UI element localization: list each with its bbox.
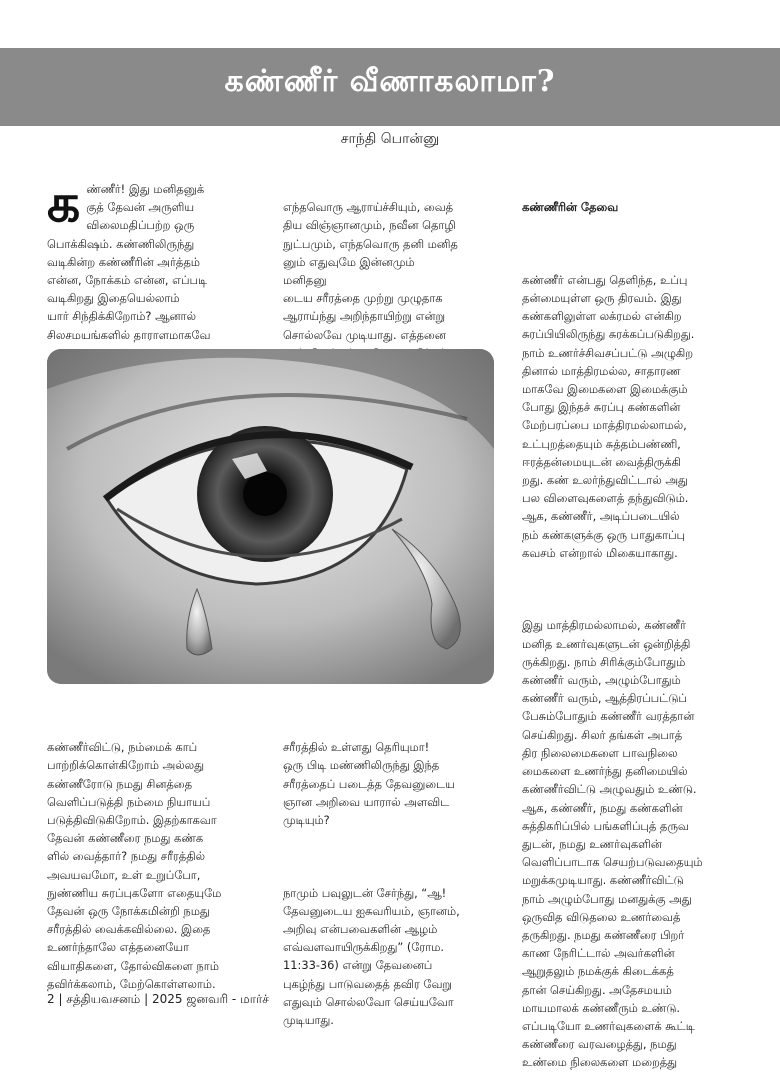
paragraph: கண்ணீர்விட்டு, நம்மைக் காப் பாற்றிக்கொள்கிறோம் அல்லது கண்ணீரோடு நமது சினத்தை வெளிப்படுத்தி நம்மை நியாயப் படுத்திவிடுகிறோம். இதற்காகவா தேவன் கண்ணீரை நமது கண்க ளில் வைத்தார்? நமது சரீரத்தில் அவயவமோ, உள் உறுப்போ, நுண்ணிய சுரப்புகளோ எதையுமே தேவன் ஒரு நோக்கமின்றி நமது சரீரத்தில் வைக்கவில்லை. இதை உணர்ந்தாலே எத்தனையோ வியாதிகளை, தோல்விகளை நாம் தவிர்க்கலாம், மேற்கொள்ளலாம். (47, 740, 222, 991)
drop-cap: க (47, 173, 81, 234)
paragraph: எந்தவொரு ஆராய்ச்சியும், வைத் திய விஞ்ஞானமும், நவீன தொழி நுட்பமும், எந்தவொரு தனி மனித னும் எதுவுமே இன்னமும் மனிதனு டைய சரீரத்தை முற்று முழுதாக ஆராய்ந்து அறிந்தாயிற்று என்று சொல்லவே முடியாது. எத்தனை (283, 200, 458, 342)
article-column-1-top (47, 173, 267, 344)
author-name: சாந்தி பொன்னு (340, 131, 440, 147)
paragraph: நாமும் பவுலுடன் சேர்ந்து, “ஆ! தேவனுடைய ஐசுவரியம், ஞானம், அறிவு என்பவைகளின் ஆழம் எவ்வளவாயிருக்கிறது” (ரோம. 11:33-36) என்று தேவனைப் புகழ்ந்து பாடுவதைத் தவிர வேறு எதுவும் சொல்லவோ செய்யவோ முடியாது. (283, 885, 460, 1028)
page-footer: 2 | சத்தியவசனம் | 2025 ஜனவரி - மார்ச் (47, 992, 269, 1006)
paragraph: சரீரத்தில் உள்ளது தெரியுமா! ஒரு பிடி மண்ணிலிருந்து இந்த சரீரத்தைப் படைத்த தேவனுடைய ஞான அறிவை யாரால் அளவிட முடியும்? (283, 740, 455, 828)
eye-illustration (47, 349, 494, 684)
page-title: கண்ணீர் வீணாகலாமா? (224, 64, 556, 99)
paragraph: இது மாத்திரமல்லாமல், கண்ணீர் மனித உணர்வுகளுடன் ஒன்றித்தி ருக்கிறது. நாம் சிரிக்கும்போதும் கண்ணீர் வரும், அழும்போதும் கண்ணீர் வரும், ஆத்திரப்பட்டுப் பேசும்போதும் கண்ணீர் வரத்தான் செய்கிறது. சிலர் தங்கள் அபாத் திர நிலைமைகளை பாவநிலை மைகளை உணர்ந்து தனிமையில் கண்ணீர்விட்டு அழுவதும் உண்டு. ஆக, கண்ணீர், நமது கண்களின் சுத்திகரிப்பில் பங்களிப்புத் தருவ துடன், நமது உணர்வுகளின் வெளிப்பாடாக செயற்படுவதையும் மறுக்கமுடியாது. கண்ணீர்விட்டு நாம் அழும்போது மனதுக்கு அது ஒருவித விடுதலை உணர்வைத் தருகிறது. நமது கண்ணீரை பிறர் காண நேரிட்டால் அவர்களின் ஆறுதலும் நமக்குக் கிடைக்கத் தான் செய்கிறது. அதேசமயம் மாயமாலக் கண்ணீரும் உண்டு. எப்படியோ உணர்வுகளைக் கூட்டி கண்ணீரை வரவழைத்து, நமது உண்மை நிலைகளை மறைத்து (522, 618, 703, 1070)
crying-eye-photo (47, 349, 494, 684)
article-column-2-bottom (283, 720, 501, 1047)
section-heading: கண்ணீரின் தேவை (522, 200, 619, 215)
paragraph: ண்ணீர்! இது மனிதனுக் குத் தேவன் அருளிய விலைமதிப்பற்ற ஒரு பொக்கிஷம். கண்ணிலிருந்து வடிகின்ற கண்ணீரின் அர்த்தம் என்ன, நோக்கம் என்ன, எப்படி வடிகிறது இதையெல்லாம் யார் சிந்திக்கிறோம்? ஆனால் சிலசமயங்களில் தாராளமாகவே (47, 182, 211, 342)
article-column-1-bottom (47, 720, 267, 1011)
article-column-3 (522, 180, 740, 1090)
paragraph: கண்ணீர் என்பது தெளிந்த, உப்பு தன்மையுள்ள ஒரு திரவம். இது கண்களிலுள்ள லக்ரமல் என்கிற சுரப்பியிலிருந்து சுரக்கப்படுகிறது. நாம் உணர்ச்சிவசப்பட்டு அழுகிற தினால் மாத்திரமல்ல, சாதாரண மாகவே இமைகளை இமைக்கும் போது இந்தச் சுரப்பு கண்களின் மேற்பரப்பை மாத்திரமல்லாமல், உட்புறத்தையும் சுத்தம்பண்ணி, ஈரத்தன்மையுடன் வைத்திருக்கி றது. கண் உலர்ந்துவிட்டால் அது பல விளைவுகளைத் தந்துவிடும். ஆக, கண்ணீர், அடிப்படையில் நம் கண்களுக்கு ஒரு பாதுகாப்பு கவசம் என்றால் மிகையாகாது. (522, 272, 695, 560)
